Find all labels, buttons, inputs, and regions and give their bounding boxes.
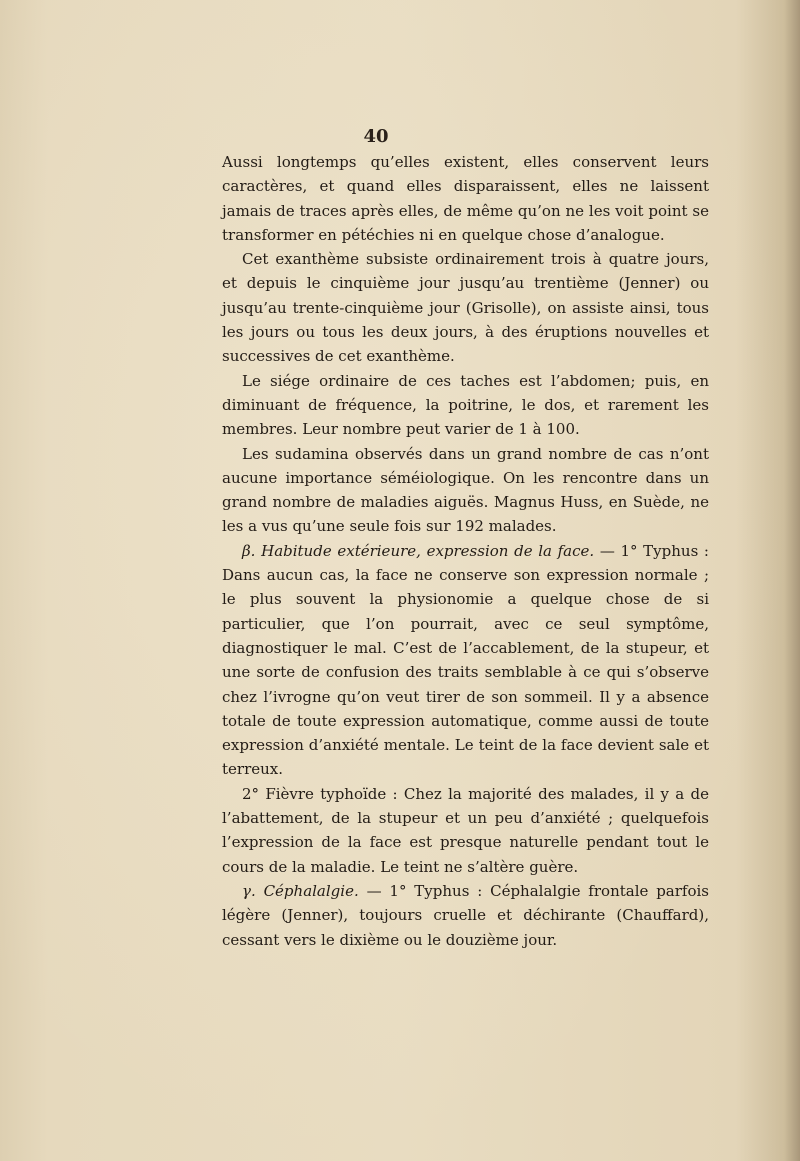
- paragraph-text: Les sudamina observés dans un grand nombre de cas n’ont aucune importance séméiologique. On les rencontre dans un grand nombre de maladies aiguës. Magnus Huss, en Suède, ne les a vus qu’une seule fois sur 192 malades.: [222, 444, 709, 536]
- paragraph-text: Cet exanthème subsiste ordinairement trois à quatre jours, et depuis le cinquième jour jusqu’au trentième (Jenner) ou jusqu’au trente-cinquième jour (Grisolle), on assiste ainsi, tous les jours ou tous les deux jours, à des éruptions nouvelles et successives de cet exanthème.: [222, 250, 709, 366]
- paragraph-5: [222, 539, 709, 782]
- paragraph-1: [222, 150, 709, 247]
- paragraph-4: [222, 442, 709, 539]
- paragraph-7: [222, 879, 709, 952]
- paragraph-2: [222, 247, 709, 368]
- section-heading: Céphalalgie.: [263, 881, 359, 900]
- body-text: [222, 150, 709, 952]
- page-number: 40: [363, 126, 389, 147]
- paragraph-text: Le siége ordinaire de ces taches est l’abdomen; puis, en diminuant de fréquence, la poitrine, le dos, et rarement les membres. Leur nombre peut varier de 1 à 100.: [222, 371, 709, 439]
- section-heading: Habitude extérieure, expression de la face.: [261, 541, 595, 560]
- paragraph-text: Aussi longtemps qu’elles existent, elles conservent leurs caractères, et quand elles disparaissent, elles ne laissent jamais de traces après elles, de même qu’on ne les voit point se transformer en pétéchies ni en quelque chose d’analogue.: [222, 153, 709, 244]
- section-label: γ.: [242, 881, 256, 900]
- paragraph-text: 2° Fièvre typhoïde : Chez la majorité des malades, il y a de l’abattement, de la stupeur et un peu d’anxiété ; quelquefois l’expression de la face est presque naturelle pendant tout le cours de la maladie. Le teint ne s’altère guère.: [222, 784, 709, 876]
- paragraph-3: [222, 369, 709, 442]
- paragraph-text: — 1° Typhus : Céphalalgie frontale parfois légère (Jenner), toujours cruelle et déchirante (Chauffard), cessant vers le dixième ou le douzième jour.: [222, 881, 709, 949]
- section-label: β.: [242, 541, 256, 560]
- paragraph-6: [222, 782, 709, 879]
- paragraph-text: — 1° Typhus : Dans aucun cas, la face ne conserve son expression normale ; le plus souvent la physionomie a quelque chose de si particulier, que l’on pourrait, avec ce seul symptôme, diagnostiquer le mal. C’est de l’accablement, de la stupeur, et une sorte de confusion des traits semblable à ce qui s’observe chez l’ivrogne qu’on veut tirer de son sommeil. Il y a absence totale de toute expression automatique, comme aussi de toute expression d’anxiété mentale. Le teint de la face devient sale et terreux.: [222, 541, 709, 779]
